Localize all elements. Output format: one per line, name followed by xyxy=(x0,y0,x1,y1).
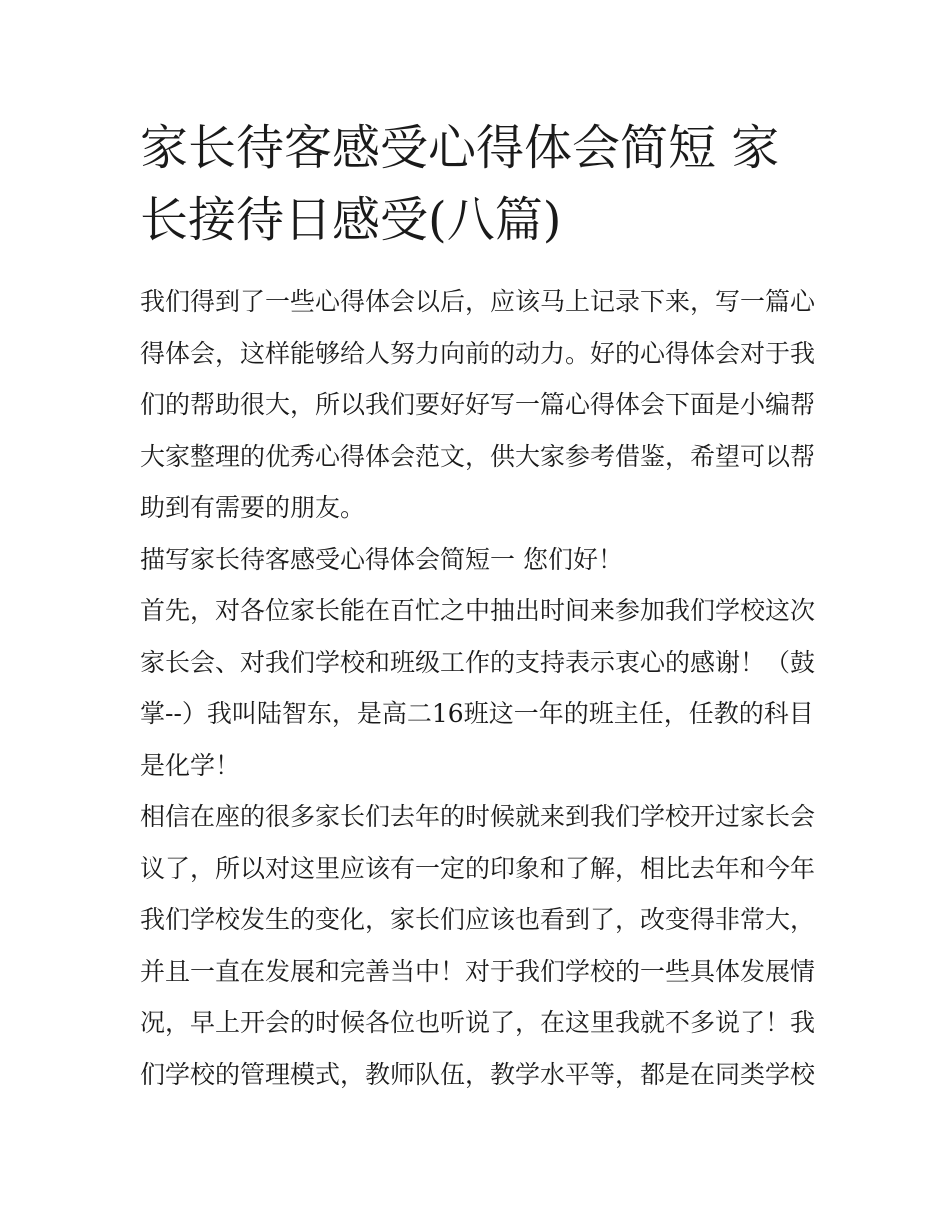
body-line: 们的帮助很大，所以我们要好好写一篇心得体会下面是小编帮 xyxy=(140,390,816,419)
body-line: 得体会，这样能够给人努力向前的动力。好的心得体会对于我 xyxy=(140,338,816,368)
document-title xyxy=(140,112,820,256)
body-line: 我们得到了一些心得体会以后，应该马上记录下来，写一篇心 xyxy=(140,287,816,316)
body-line: 况，早上开会的时候各位也听说了，在这里我就不多说了！我 xyxy=(140,1008,816,1037)
document-body xyxy=(140,276,816,1100)
body-line: 助到有需要的朋友。 xyxy=(140,493,366,522)
body-line: 家长会、对我们学校和班级工作的支持表示衷心的感谢！（鼓 xyxy=(140,647,816,677)
body-line: 们学校的管理模式，教师队伍，教学水平等，都是在同类学校 xyxy=(140,1059,816,1089)
body-line: 大家整理的优秀心得体会范文，供大家参考借鉴，希望可以帮 xyxy=(140,441,816,471)
body-line: 我们学校发生的变化，家长们应该也看到了，改变得非常大， xyxy=(140,905,816,934)
body-line: 并且一直在发展和完善当中！对于我们学校的一些具体发展情 xyxy=(140,956,816,986)
body-line: 是化学！ xyxy=(140,750,241,780)
body-line: 描写家长待客感受心得体会简短一 您们好！ xyxy=(140,544,623,574)
body-line: 首先，对各位家长能在百忙之中抽出时间来参加我们学校这次 xyxy=(140,596,816,625)
title-line: 长接待日感受(八篇) xyxy=(140,192,562,248)
body-line: 议了，所以对这里应该有一定的印象和了解，相比去年和今年 xyxy=(140,853,816,883)
title-line: 家长待客感受心得体会简短 家 xyxy=(140,120,780,176)
body-line: 相信在座的很多家长们去年的时候就来到我们学校开过家长会 xyxy=(140,802,816,831)
body-line: 掌--）我叫陆智东，是高二16班这一年的班主任，任教的科目 xyxy=(140,699,814,728)
